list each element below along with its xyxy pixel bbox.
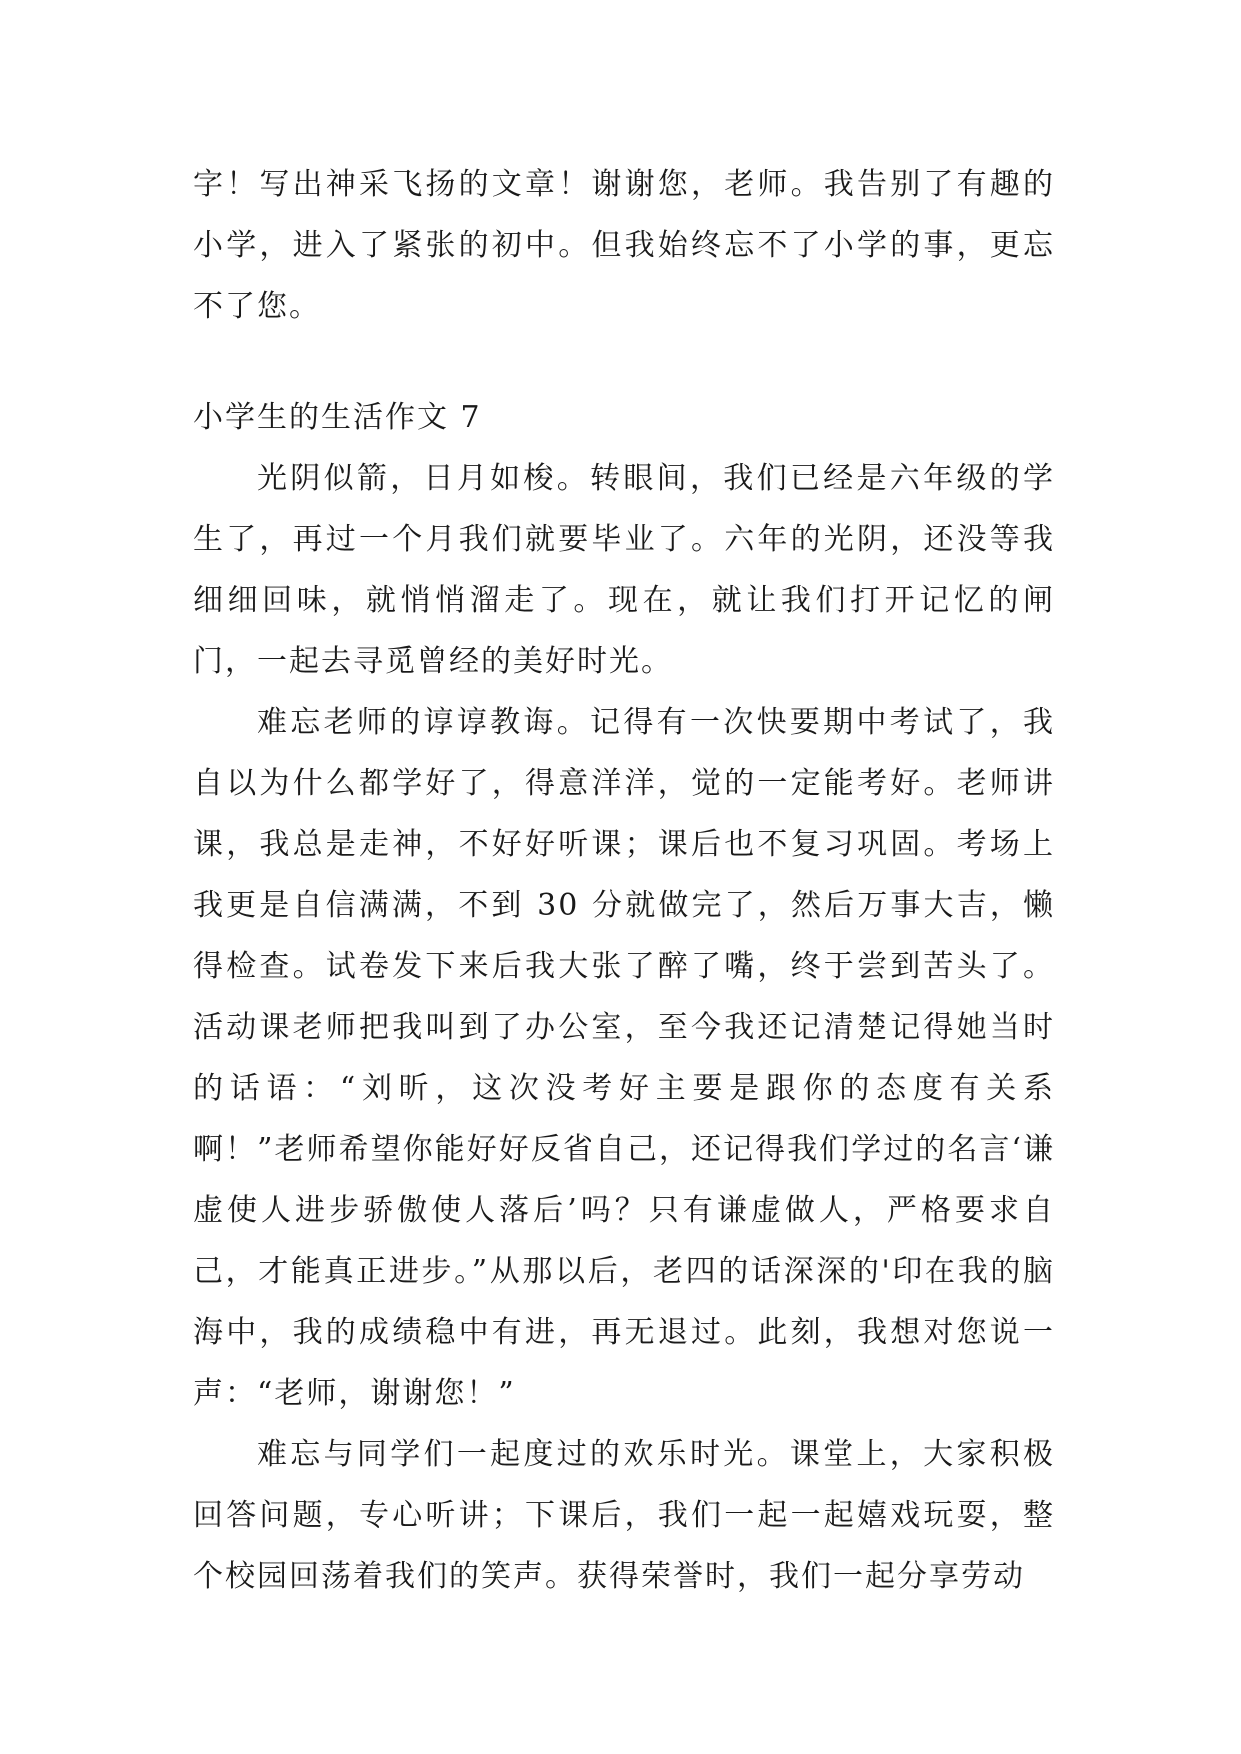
paragraph-3: 难忘与同学们一起度过的欢乐时光。课堂上，大家积极回答问题，专心听讲；下课后，我们一起一起嬉戏玩耍，整个校园回荡着我们的笑声。获得荣誉时，我们一起分享劳动 [193, 1437, 1055, 1594]
continued-text-block [193, 154, 1055, 337]
paragraph-1: 光阴似箭，日月如梭。转眼间，我们已经是六年级的学生了，再过一个月我们就要毕业了。六年的光阴，还没等我细细回味，就悄悄溜走了。现在，就让我们打开记忆的闸门，一起去寻觅曾经的美好时光。 [193, 461, 1055, 679]
paragraph-2: 难忘老师的谆谆教诲。记得有一次快要期中考试了，我自以为什么都学好了，得意洋洋，觉的一定能考好。老师讲课，我总是走神，不好好听课；课后也不复习巩固。考场上我更是自信满满，不到 30 分就做完了，然后万事大吉，懒得检查。试卷发下来后我大张了醉了嘴，终于尝到苦头了。活动课老师把我叫到了办公室，至今我还记清楚记得她当时的话语：“刘昕，这次没考好主要是跟你的态度有关系啊！”老师希望你能好好反省自己，还记得我们学过的名言‘谦虚使人进步骄傲使人落后’吗？只有谦虚做人，严格要求自己，才能真正进步。”从那以后，老四的话深深的'印在我的脑海中，我的成绩稳中有进，再无退过。此刻，我想对您说一声：“老师，谢谢您！” [193, 705, 1055, 1411]
essay-section [193, 387, 1055, 1607]
continued-paragraph: 字！写出神采飞扬的文章！谢谢您，老师。我告别了有趣的小学，进入了紧张的初中。但我始终忘不了小学的事，更忘不了您。 [193, 167, 1055, 324]
section-title: 小学生的生活作文 7 [193, 400, 482, 435]
